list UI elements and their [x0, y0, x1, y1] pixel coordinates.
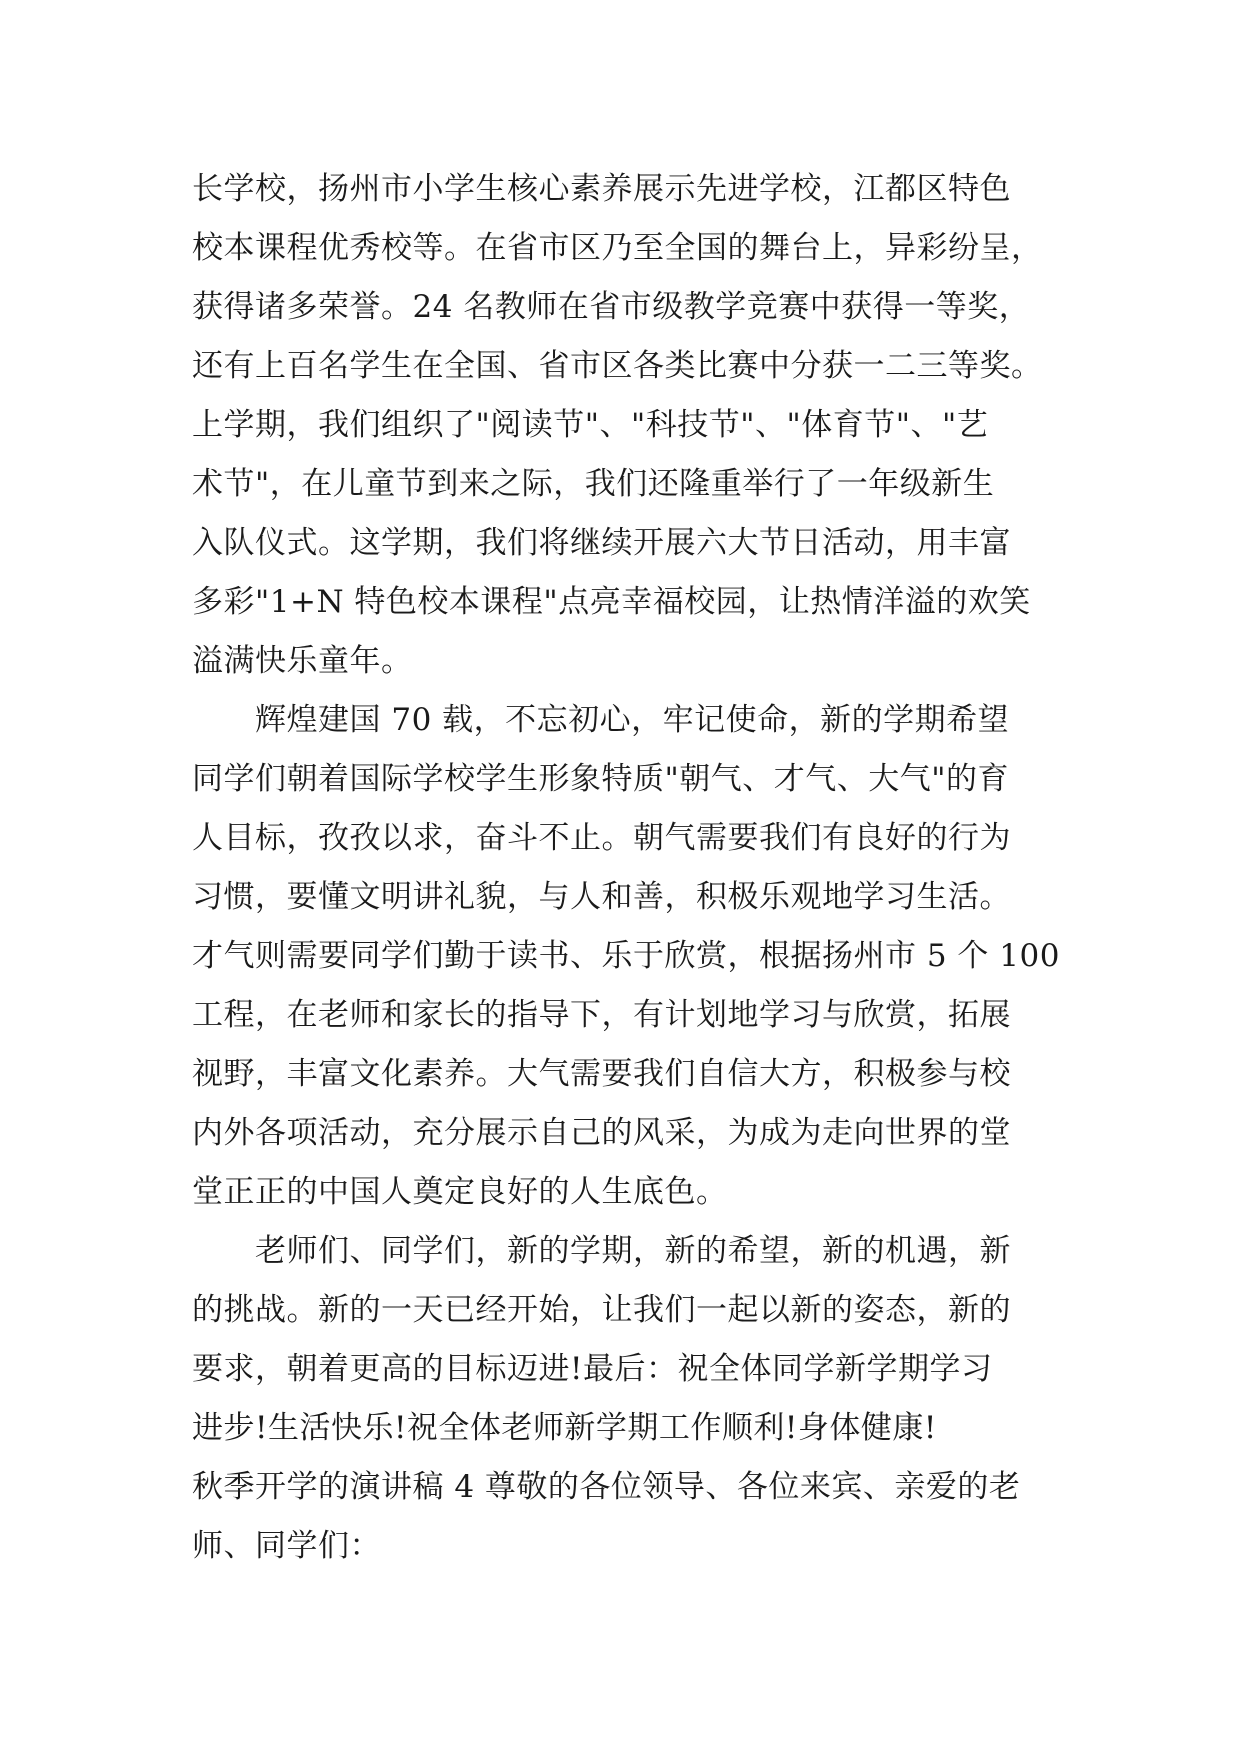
- text-line: 要求，朝着更高的目标迈进!最后：祝全体同学新学期学习: [192, 1351, 993, 1387]
- text-line: 上学期，我们组织了"阅读节"、"科技节"、"体育节"、"艺: [192, 407, 989, 443]
- text-line: 习惯，要懂文明讲礼貌，与人和善，积极乐观地学习生活。: [192, 879, 1011, 915]
- text-line: 长学校，扬州市小学生核心素养展示先进学校，江都区特色: [192, 171, 1011, 207]
- text-line: 老师们、同学们，新的学期，新的希望，新的机遇，新: [192, 1233, 1011, 1269]
- text-line: 才气则需要同学们勤于读书、乐于欣赏，根据扬州市 5 个 100: [192, 938, 1060, 974]
- text-line: 视野，丰富文化素养。大气需要我们自信大方，积极参与校: [192, 1056, 1011, 1092]
- text-line: 人目标，孜孜以求，奋斗不止。朝气需要我们有良好的行为: [192, 820, 1011, 856]
- text-line: 还有上百名学生在全国、省市区各类比赛中分获一二三等奖。: [192, 348, 1043, 384]
- text-line: 校本课程优秀校等。在省市区乃至全国的舞台上，异彩纷呈，: [192, 230, 1043, 266]
- text-line: 工程，在老师和家长的指导下，有计划地学习与欣赏，拓展: [192, 997, 1011, 1033]
- text-line: 堂正正的中国人奠定良好的人生底色。: [192, 1174, 728, 1210]
- text-line: 多彩"1+N 特色校本课程"点亮幸福校园，让热情洋溢的欢笑: [192, 584, 1031, 620]
- text-line: 溢满快乐童年。: [192, 643, 413, 679]
- text-line: 师、同学们：: [192, 1528, 381, 1564]
- text-line: 辉煌建国 70 载，不忘初心，牢记使命，新的学期希望: [192, 702, 1010, 738]
- speech-text: [192, 160, 1072, 1576]
- text-line: 的挑战。新的一天已经开始，让我们一起以新的姿态，新的: [192, 1292, 1011, 1328]
- text-line: 进步!生活快乐!祝全体老师新学期工作顺利!身体健康!: [192, 1410, 937, 1446]
- text-line: 获得诸多荣誉。24 名教师在省市级教学竞赛中获得一等奖，: [192, 289, 1031, 325]
- text-line: 秋季开学的演讲稿 4 尊敬的各位领导、各位来宾、亲爱的老: [192, 1469, 1021, 1505]
- text-line: 入队仪式。这学期，我们将继续开展六大节日活动，用丰富: [192, 525, 1011, 561]
- text-line: 同学们朝着国际学校学生形象特质"朝气、才气、大气"的育: [192, 761, 1010, 797]
- text-line: 内外各项活动，充分展示自己的风采，为成为走向世界的堂: [192, 1115, 1011, 1151]
- text-line: 术节"，在儿童节到来之际，我们还隆重举行了一年级新生: [192, 466, 995, 502]
